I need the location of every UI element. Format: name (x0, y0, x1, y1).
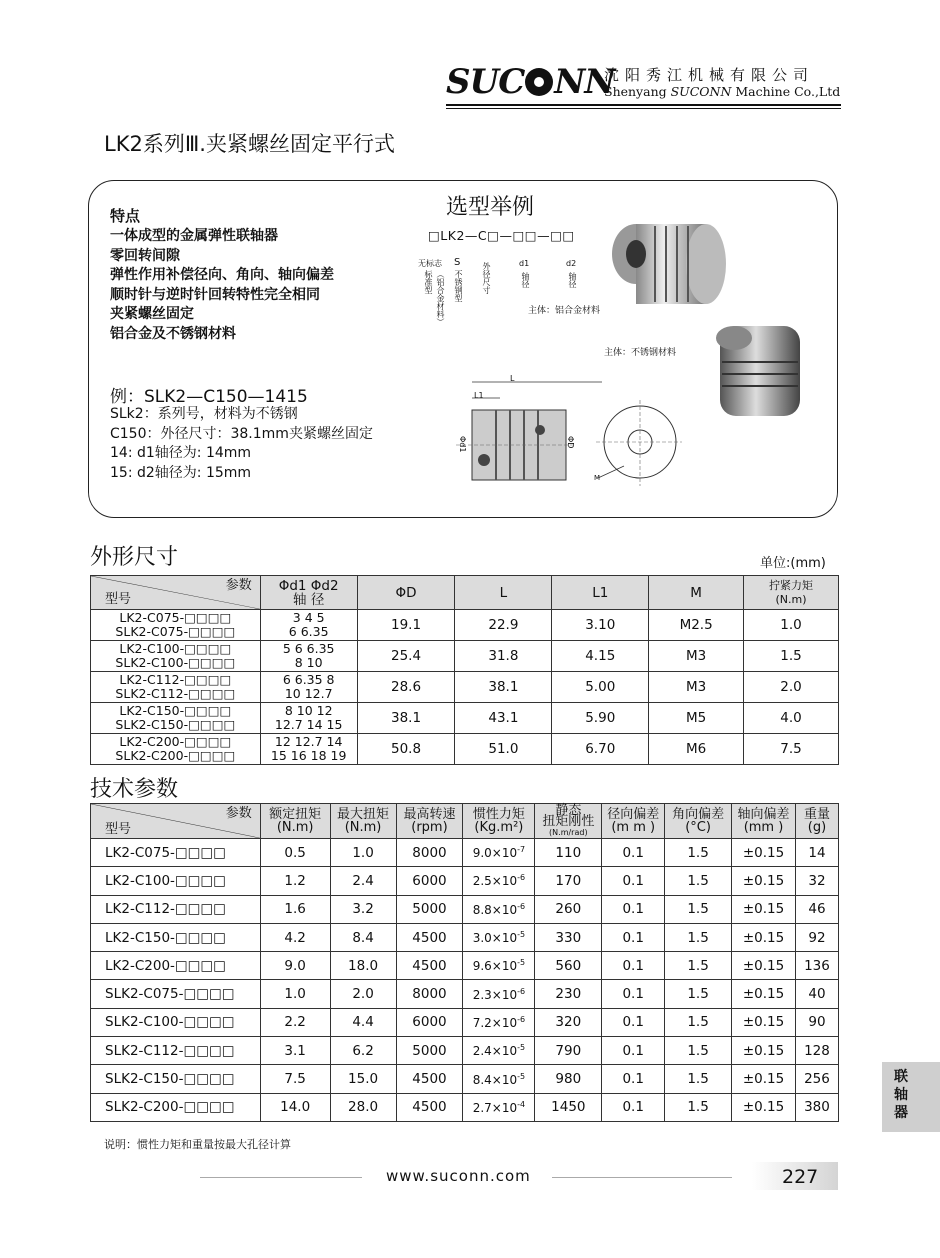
logo-text-left: SUC (446, 62, 525, 102)
coupling-end-view-drawing (594, 398, 682, 490)
max-cell: 8.4 (330, 923, 396, 951)
logo-text-right: NN (554, 62, 615, 102)
angular-cell: 1.5 (665, 867, 732, 895)
max-cell: 1.0 (330, 839, 396, 867)
code-label-d1-bore: 轴径 (521, 272, 530, 288)
weight-cell: 136 (795, 952, 838, 980)
axial-cell: ±0.15 (732, 1065, 796, 1093)
outer-dia-cell: 19.1 (357, 610, 455, 641)
L1-cell: 5.00 (552, 672, 649, 703)
angular-cell: 1.5 (665, 1093, 732, 1121)
unit-label: 单位:(mm) (760, 556, 826, 571)
stiff-cell: 320 (535, 1008, 602, 1036)
inertia-cell: $9.6\times 10^{-5}$ (463, 952, 535, 980)
footer-rule-right (552, 1177, 732, 1178)
table-row (91, 1008, 839, 1036)
angular-cell: 1.5 (665, 952, 732, 980)
header-rule (446, 104, 841, 106)
gear-icon (525, 68, 553, 96)
table-row (91, 980, 839, 1008)
header-axial: 轴向偏差 (mm ) (732, 804, 796, 839)
model-cell: SLK2-C200-□□□□ (91, 1093, 261, 1121)
table-row (91, 895, 839, 923)
table-header-row (91, 576, 839, 610)
axial-cell: ±0.15 (732, 952, 796, 980)
header-max-torque: 最大扭矩 (N.m) (330, 804, 396, 839)
stiff-cell: 110 (535, 839, 602, 867)
feature-item: 零回转间隙 (110, 247, 180, 264)
example-explanation (110, 405, 373, 483)
table-row (91, 1093, 839, 1121)
footer-rule-left (200, 1177, 362, 1178)
weight-cell: 380 (795, 1093, 838, 1121)
code-label-stainless: 不锈钢型 (454, 270, 463, 302)
rated-cell: 7.5 (260, 1065, 330, 1093)
rated-cell: 1.6 (260, 895, 330, 923)
page-number: 227 (782, 1166, 819, 1188)
L1-cell: 4.15 (552, 641, 649, 672)
header-model: 型号 (105, 822, 132, 837)
table-note: 说明：惯性力矩和重量按最大孔径计算 (104, 1138, 291, 1151)
speed-cell: 6000 (396, 867, 463, 895)
example-line: 15: d2轴径为: 15mm (110, 464, 252, 481)
code-label-outer-dia: 外径尺寸 (482, 262, 491, 294)
rated-cell: 3.1 (260, 1037, 330, 1065)
outer-dia-cell: 25.4 (357, 641, 455, 672)
header-rated-torque: 额定扭矩 (N.m) (260, 804, 330, 839)
angular-cell: 1.5 (665, 1037, 732, 1065)
stiff-cell: 170 (535, 867, 602, 895)
feature-item: 顺时针与逆时针回转特性完全相同 (110, 286, 320, 303)
length-cell: 38.1 (455, 672, 552, 703)
model-cell: LK2-C150-□□□□ SLK2-C150-□□□□ (91, 703, 261, 734)
header-screw: M (649, 576, 744, 610)
length-cell: 43.1 (455, 703, 552, 734)
table-row (91, 952, 839, 980)
speed-cell: 4500 (396, 1065, 463, 1093)
bore-cell: 8 10 12 12.7 14 15 (260, 703, 357, 734)
radial-cell: 0.1 (602, 923, 665, 951)
angular-cell: 1.5 (665, 923, 732, 951)
selection-title: 选型举例 (446, 195, 535, 220)
radial-cell: 0.1 (602, 980, 665, 1008)
max-cell: 18.0 (330, 952, 396, 980)
rated-cell: 14.0 (260, 1093, 330, 1121)
weight-cell: 32 (795, 867, 838, 895)
website-url: www.suconn.com (386, 1167, 531, 1185)
axial-cell: ±0.15 (732, 839, 796, 867)
model-cell: LK2-C150-□□□□ (91, 923, 261, 951)
speed-cell: 6000 (396, 1008, 463, 1036)
L1-cell: 5.90 (552, 703, 649, 734)
weight-cell: 40 (795, 980, 838, 1008)
stiff-cell: 560 (535, 952, 602, 980)
model-cell: SLK2-C112-□□□□ (91, 1037, 261, 1065)
inertia-cell: $2.5\times 10^{-6}$ (463, 867, 535, 895)
radial-cell: 0.1 (602, 1065, 665, 1093)
table-row (91, 1065, 839, 1093)
header-radial: 径向偏差 (m m ) (602, 804, 665, 839)
tech-params-table (90, 803, 839, 1122)
outer-dia-cell: 38.1 (357, 703, 455, 734)
bore-cell: 3 4 5 6 6.35 (260, 610, 357, 641)
radial-cell: 0.1 (602, 839, 665, 867)
outer-dia-cell: 28.6 (357, 672, 455, 703)
code-label-none: 无标志 (418, 259, 442, 268)
model-cell: SLK2-C100-□□□□ (91, 1008, 261, 1036)
header-rule-thin (446, 108, 841, 109)
header-inertia: 惯性力矩 (Kg.m²) (463, 804, 535, 839)
model-cell: SLK2-C150-□□□□ (91, 1065, 261, 1093)
table-row (91, 923, 839, 951)
weight-cell: 46 (795, 895, 838, 923)
header-length: L (455, 576, 552, 610)
stainless-coupling-image (700, 318, 820, 428)
rated-cell: 0.5 (260, 839, 330, 867)
length-cell: 31.8 (455, 641, 552, 672)
rated-cell: 4.2 (260, 923, 330, 951)
torque-cell: 1.0 (744, 610, 839, 641)
table-header-row (91, 804, 839, 839)
torque-cell: 1.5 (744, 641, 839, 672)
model-cell: LK2-C112-□□□□ SLK2-C112-□□□□ (91, 672, 261, 703)
model-cell: LK2-C112-□□□□ (91, 895, 261, 923)
weight-cell: 256 (795, 1065, 838, 1093)
example-line: SLk2：系列号，材料为不锈钢 (110, 406, 298, 422)
header-stiffness: 静态 扭矩刚性 (N.m/rad) (535, 804, 602, 839)
axial-cell: ±0.15 (732, 867, 796, 895)
weight-cell: 92 (795, 923, 838, 951)
code-label-d2-bore: 轴径 (568, 272, 577, 288)
table-row (91, 1037, 839, 1065)
dim-label-L1: L1 (474, 391, 484, 400)
max-cell: 2.4 (330, 867, 396, 895)
table-row (91, 610, 839, 641)
torque-cell: 2.0 (744, 672, 839, 703)
screw-cell: M5 (649, 703, 744, 734)
selection-code: □LK2—C□—□□—□□ (428, 228, 575, 243)
speed-cell: 4500 (396, 923, 463, 951)
speed-cell: 8000 (396, 839, 463, 867)
header-bore: Φd1 Φd2 轴 径 (260, 576, 357, 610)
rated-cell: 1.0 (260, 980, 330, 1008)
max-cell: 4.4 (330, 1008, 396, 1036)
bore-cell: 12 12.7 14 15 16 18 19 (260, 734, 357, 765)
radial-cell: 0.1 (602, 952, 665, 980)
stiff-cell: 790 (535, 1037, 602, 1065)
company-name-cn: 沈阳秀江机械有限公司 (604, 66, 815, 84)
weight-cell: 14 (795, 839, 838, 867)
L1-cell: 3.10 (552, 610, 649, 641)
inertia-cell: $2.7\times 10^{-4}$ (463, 1093, 535, 1121)
example-line: C150：外径尺寸：38.1mm夹紧螺丝固定 (110, 425, 373, 442)
brand-logo (446, 62, 614, 102)
model-cell: LK2-C200-□□□□ SLK2-C200-□□□□ (91, 734, 261, 765)
stiff-cell: 330 (535, 923, 602, 951)
inertia-cell: $8.8\times 10^{-6}$ (463, 895, 535, 923)
code-label-s: S (454, 257, 461, 268)
weight-cell: 90 (795, 1008, 838, 1036)
speed-cell: 5000 (396, 1037, 463, 1065)
features-list (110, 227, 334, 344)
header-angular: 角向偏差 (°C) (665, 804, 732, 839)
axial-cell: ±0.15 (732, 895, 796, 923)
speed-cell: 4500 (396, 1093, 463, 1121)
dimensions-section-title: 外形尺寸 (90, 545, 179, 570)
angular-cell: 1.5 (665, 839, 732, 867)
dimensions-table (90, 575, 839, 765)
model-cell: SLK2-C075-□□□□ (91, 980, 261, 1008)
example-line: 14: d1轴径为: 14mm (110, 445, 252, 461)
radial-cell: 0.1 (602, 1093, 665, 1121)
coupling-side-drawing (456, 370, 616, 490)
screw-cell: M3 (649, 672, 744, 703)
code-label-d1: d1 (519, 259, 530, 268)
angular-cell: 1.5 (665, 980, 732, 1008)
dim-label-d1: Φd1 (458, 436, 467, 453)
axial-cell: ±0.15 (732, 1093, 796, 1121)
model-cell: LK2-C075-□□□□ SLK2-C075-□□□□ (91, 610, 261, 641)
header-L1: L1 (552, 576, 649, 610)
length-cell: 22.9 (455, 610, 552, 641)
header-diagonal-cell (91, 576, 261, 610)
rated-cell: 1.2 (260, 867, 330, 895)
aluminum-body-label: 主体：铝合金材料 (528, 306, 601, 316)
speed-cell: 4500 (396, 952, 463, 980)
L1-cell: 6.70 (552, 734, 649, 765)
code-label-d2: d2 (566, 259, 577, 268)
dim-label-M: M (594, 474, 601, 482)
axial-cell: ±0.15 (732, 1037, 796, 1065)
table-row (91, 703, 839, 734)
angular-cell: 1.5 (665, 895, 732, 923)
model-cell: LK2-C100-□□□□ SLK2-C100-□□□□ (91, 641, 261, 672)
side-tab-label: 联轴器 (894, 1069, 908, 1121)
radial-cell: 0.1 (602, 1037, 665, 1065)
max-cell: 6.2 (330, 1037, 396, 1065)
feature-item: 一体成型的金属弹性联轴器 (110, 228, 278, 244)
screw-cell: M2.5 (649, 610, 744, 641)
max-cell: 15.0 (330, 1065, 396, 1093)
max-cell: 3.2 (330, 895, 396, 923)
axial-cell: ±0.15 (732, 1008, 796, 1036)
header-weight: 重量 (g) (795, 804, 838, 839)
header-param: 参数 (225, 578, 252, 593)
code-label-aluminum: （铝合金材料） (436, 270, 445, 326)
company-name-en: Shenyang SUCONN Machine Co.,Ltd (604, 84, 841, 99)
rated-cell: 2.2 (260, 1008, 330, 1036)
weight-cell: 128 (795, 1037, 838, 1065)
model-cell: LK2-C100-□□□□ (91, 867, 261, 895)
inertia-cell: $7.2\times 10^{-6}$ (463, 1008, 535, 1036)
header-outer-dia: ΦD (357, 576, 455, 610)
header-tightening-torque: 拧紧力矩 (N.m) (744, 576, 839, 610)
code-label-standard: 标准型 (424, 270, 433, 294)
stiff-cell: 230 (535, 980, 602, 1008)
table-row (91, 672, 839, 703)
model-cell: LK2-C200-□□□□ (91, 952, 261, 980)
radial-cell: 0.1 (602, 895, 665, 923)
torque-cell: 7.5 (744, 734, 839, 765)
rated-cell: 9.0 (260, 952, 330, 980)
example-title: 例：SLK2—C150—1415 (110, 387, 308, 407)
table-row (91, 867, 839, 895)
bore-cell: 6 6.35 8 10 12.7 (260, 672, 357, 703)
screw-cell: M6 (649, 734, 744, 765)
inertia-cell: $8.4\times 10^{-5}$ (463, 1065, 535, 1093)
inertia-cell: $2.3\times 10^{-6}$ (463, 980, 535, 1008)
dim-label-D: ΦD (566, 436, 575, 449)
features-heading: 特点 (110, 207, 141, 225)
header-diagonal-cell (91, 804, 261, 839)
model-cell: LK2-C075-□□□□ (91, 839, 261, 867)
header-max-speed: 最高转速 (rpm) (396, 804, 463, 839)
tech-section-title: 技术参数 (90, 777, 179, 802)
bore-cell: 5 6 6.35 8 10 (260, 641, 357, 672)
feature-item: 夹紧螺丝固定 (110, 306, 194, 322)
max-cell: 2.0 (330, 980, 396, 1008)
radial-cell: 0.1 (602, 1008, 665, 1036)
aluminum-coupling-image (600, 214, 730, 324)
speed-cell: 5000 (396, 895, 463, 923)
inertia-cell: $2.4\times 10^{-5}$ (463, 1037, 535, 1065)
header-param: 参数 (225, 806, 252, 821)
dim-label-L: L (510, 374, 515, 383)
feature-item: 弹性作用补偿径向、角向、轴向偏差 (110, 267, 334, 283)
length-cell: 51.0 (455, 734, 552, 765)
axial-cell: ±0.15 (732, 980, 796, 1008)
stiff-cell: 1450 (535, 1093, 602, 1121)
inertia-cell: $3.0\times 10^{-5}$ (463, 923, 535, 951)
stiff-cell: 980 (535, 1065, 602, 1093)
side-tab (882, 1062, 940, 1132)
screw-cell: M3 (649, 641, 744, 672)
feature-item: 铝合金及不锈钢材料 (110, 325, 236, 342)
outer-dia-cell: 50.8 (357, 734, 455, 765)
stiff-cell: 260 (535, 895, 602, 923)
table-row (91, 839, 839, 867)
angular-cell: 1.5 (665, 1008, 732, 1036)
angular-cell: 1.5 (665, 1065, 732, 1093)
axial-cell: ±0.15 (732, 923, 796, 951)
page-title: LK2系列Ⅲ.夹紧螺丝固定平行式 (104, 132, 395, 156)
torque-cell: 4.0 (744, 703, 839, 734)
max-cell: 28.0 (330, 1093, 396, 1121)
header-model: 型号 (105, 592, 132, 607)
table-row (91, 734, 839, 765)
radial-cell: 0.1 (602, 867, 665, 895)
speed-cell: 8000 (396, 980, 463, 1008)
table-row (91, 641, 839, 672)
stainless-body-label: 主体：不锈钢材料 (604, 348, 677, 358)
inertia-cell: $9.0\times 10^{-7}$ (463, 839, 535, 867)
